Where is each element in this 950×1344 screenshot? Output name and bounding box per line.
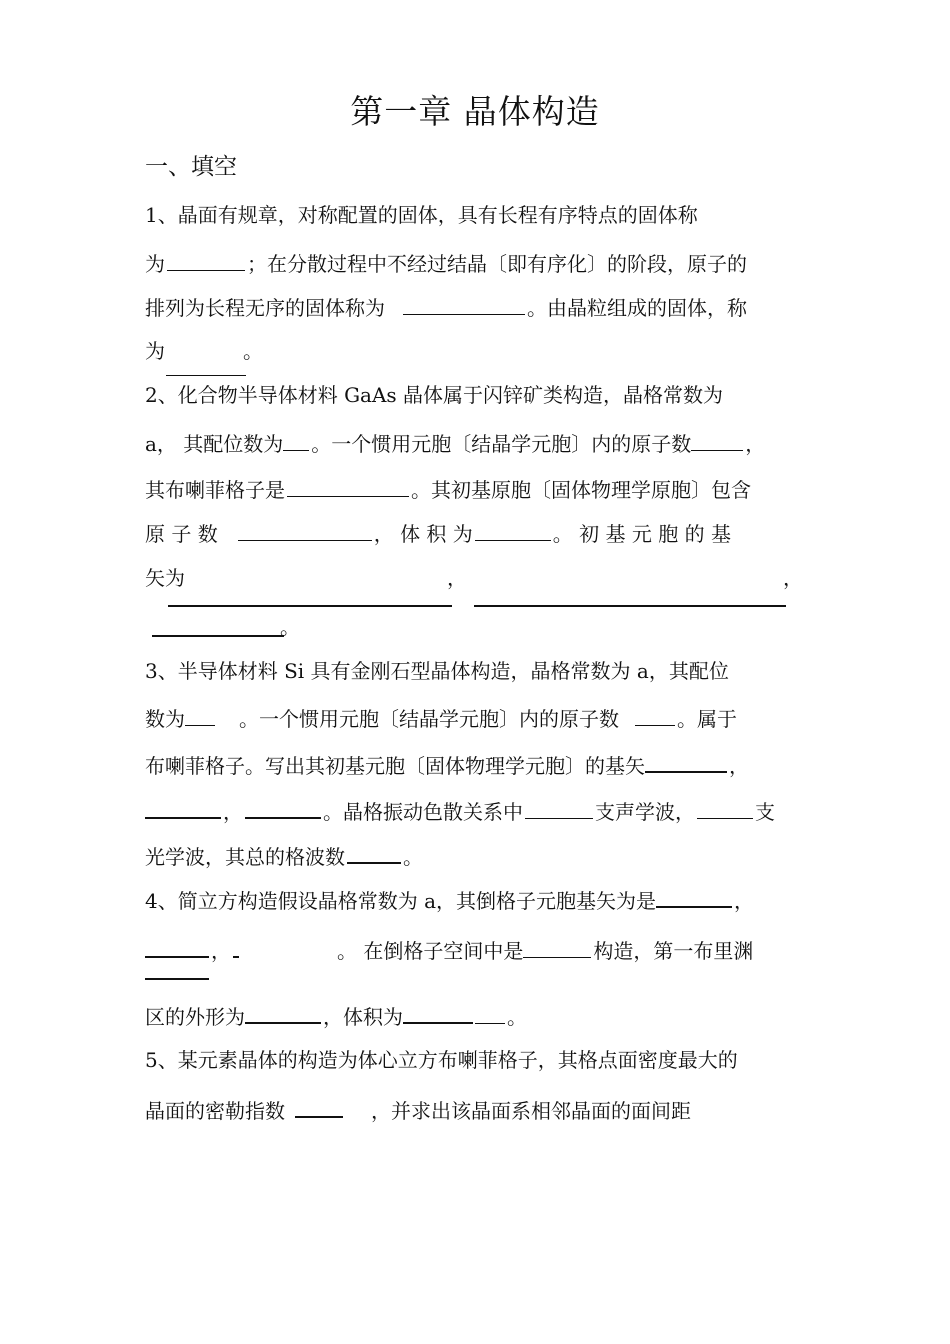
q2-text: 矢为 <box>145 566 185 590</box>
q3-blank-7[interactable] <box>697 796 753 819</box>
q3-text: 支声学波， <box>595 800 695 824</box>
q3-blank-3[interactable] <box>645 749 727 773</box>
q2-blank-5[interactable] <box>475 518 551 541</box>
q2-blank-7[interactable] <box>474 605 786 607</box>
q1-blank-1[interactable] <box>167 248 245 271</box>
q2-text: 。其初基原胞〔固体物理学原胞〕包含 <box>411 478 751 502</box>
q2-blank-8[interactable] <box>152 635 284 637</box>
q4-line-1 <box>145 884 810 914</box>
q3-line-3 <box>145 749 810 779</box>
q2-blank-1[interactable] <box>283 428 309 451</box>
q2-blank-3[interactable] <box>287 474 409 497</box>
q1-text: ；在分散过程中不经过结晶〔即有序化〕的阶段，原子的 <box>247 252 747 276</box>
q3-text: ， <box>223 800 243 824</box>
q1-blank-3[interactable] <box>166 375 246 376</box>
q3-text: 数为 <box>145 707 185 731</box>
q2-line-2 <box>145 428 810 458</box>
q4-blank-2[interactable] <box>145 934 209 958</box>
q3-text: 3、半导体材料 Si 具有金刚石型晶体构造，晶格常数为 a，其配位 <box>145 659 729 683</box>
q2-line-7 <box>280 612 320 642</box>
q3-blank-1[interactable] <box>185 703 215 726</box>
q4-blank-6[interactable] <box>245 1000 321 1024</box>
q1-line-4 <box>145 336 810 366</box>
q3-blank-5[interactable] <box>245 795 321 819</box>
q4-text: 。 在倒格子空间中是 <box>337 939 524 963</box>
q5-text: 晶面的密勒指数 <box>145 1099 285 1123</box>
q2-text: ， 体 积 为 <box>373 522 473 546</box>
q4-blank-7[interactable] <box>403 1000 473 1024</box>
q2-text: ， <box>745 432 766 456</box>
q2-line-4 <box>145 518 810 548</box>
q4-text: ， <box>734 889 755 913</box>
q3-text: 。 <box>403 845 423 869</box>
q2-text: 。 初 基 元 胞 的 基 <box>552 522 731 546</box>
section-heading: 一、填空 <box>145 154 237 180</box>
q1-text: 。 <box>243 339 263 363</box>
q4-text: 。 <box>507 1005 527 1029</box>
q5-line-1 <box>145 1045 810 1075</box>
q3-blank-6[interactable] <box>525 796 593 819</box>
q1-text: 排列为长程无序的固体称为 <box>145 296 385 320</box>
q3-line-4 <box>145 795 810 825</box>
q1-text: 。由晶粒组成的固体，称 <box>527 296 747 320</box>
q3-line-5 <box>145 840 810 870</box>
q5-line-2 <box>145 1094 810 1124</box>
q2-line-5 <box>145 563 810 593</box>
q4-text: ，体积为 <box>323 1005 403 1029</box>
q4-blank-1[interactable] <box>656 884 732 908</box>
q4-blank-8[interactable] <box>475 1001 505 1024</box>
q1-line-1 <box>145 200 810 230</box>
q3-text: ， <box>729 754 749 778</box>
q2-blank-6[interactable] <box>168 605 452 607</box>
chapter-title: 第一章 晶体构造 <box>350 92 600 131</box>
q2-text: a， 其配位数为 <box>145 432 284 456</box>
q3-text: 布喇菲格子。写出其初基元胞〔固体物理学元胞〕的基矢 <box>145 754 645 778</box>
q5-text: ，并求出该晶面系相邻晶面的面间距 <box>371 1099 691 1123</box>
q3-text: 光学波，其总的格波数 <box>145 845 345 869</box>
q4-text: 4、简立方构造假设晶格常数为 a，其倒格子元胞基矢为是 <box>145 889 657 913</box>
q1-line-2 <box>145 248 810 278</box>
q4-text: 构造，第一布里渊 <box>593 939 754 963</box>
q2-text: 。一个惯用元胞〔结晶学元胞〕内的原子数 <box>311 432 692 456</box>
q4-blank-3[interactable] <box>233 934 239 958</box>
q5-blank-1[interactable] <box>295 1094 343 1118</box>
q4-line-3 <box>145 1000 810 1030</box>
q2-line-1 <box>145 380 810 410</box>
q3-blank-2[interactable] <box>635 703 675 726</box>
q2-text: 其布喇菲格子是 <box>145 478 285 502</box>
q4-text: 区的外形为 <box>145 1005 245 1029</box>
q2-text: ， <box>783 566 803 590</box>
q2-blank-4[interactable] <box>238 518 372 541</box>
q3-text: 。一个惯用元胞〔结晶学元胞〕内的原子数 <box>239 707 619 731</box>
q2-blank-2[interactable] <box>691 428 743 451</box>
q2-line-3 <box>145 474 810 504</box>
q1-text: 1、晶面有规章，对称配置的固体，具有长程有序特点的固体称 <box>145 203 698 227</box>
q3-text: 。属于 <box>677 707 737 731</box>
q2-text: 。 <box>280 615 300 639</box>
q3-blank-4[interactable] <box>145 795 221 819</box>
q5-text: 5、某元素晶体的构造为体心立方布喇菲格子，其格点面密度最大的 <box>145 1048 738 1072</box>
q3-text: 支 <box>755 800 775 824</box>
q1-text: 为 <box>145 339 165 363</box>
q4-text: ， <box>211 939 231 963</box>
q2-text: 2、化合物半导体材料 GaAs 晶体属于闪锌矿类构造，晶格常数为 <box>145 383 724 407</box>
q3-text: 。晶格振动色散关系中 <box>323 800 523 824</box>
q1-blank-2[interactable] <box>403 292 525 315</box>
q4-blank-5[interactable] <box>145 978 209 980</box>
q3-line-1 <box>145 656 810 686</box>
q3-line-2 <box>145 703 810 733</box>
q1-line-3 <box>145 292 810 322</box>
q2-text: 原 子 数 <box>145 522 218 546</box>
q1-text: 为 <box>145 252 165 276</box>
q4-line-2 <box>145 934 810 964</box>
q2-text: ， <box>447 566 467 590</box>
q4-blank-4[interactable] <box>523 935 591 958</box>
q3-blank-8[interactable] <box>347 840 401 864</box>
